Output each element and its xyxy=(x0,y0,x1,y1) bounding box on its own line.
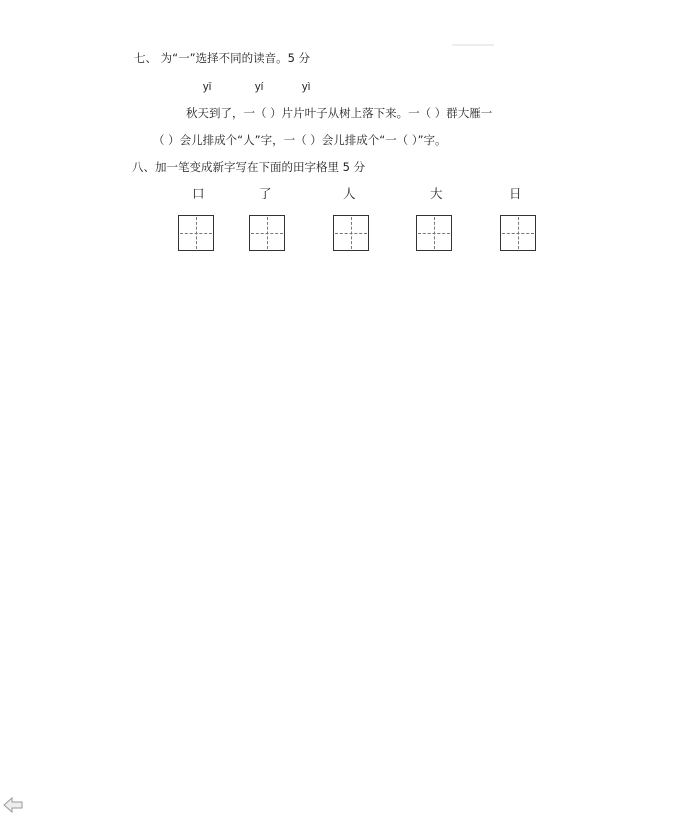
char-le: 了 xyxy=(259,186,272,201)
char-da: 大 xyxy=(430,186,443,201)
char-ren: 人 xyxy=(343,186,356,201)
tian-grid-4[interactable] xyxy=(416,215,452,251)
tian-grid-3[interactable] xyxy=(333,215,369,251)
char-kou: 口 xyxy=(192,186,205,201)
back-arrow-icon[interactable] xyxy=(3,796,23,814)
pinyin-yi1: yī xyxy=(203,81,212,93)
pinyin-yi4: yì xyxy=(302,81,311,93)
q7-heading: 七、 为“一”选择不同的读音。5 分 xyxy=(134,51,311,65)
tian-grid-2[interactable] xyxy=(249,215,285,251)
tian-grid-1[interactable] xyxy=(178,215,214,251)
pinyin-yi2: yí xyxy=(255,81,264,93)
char-ri: 日 xyxy=(509,186,522,201)
tian-grid-5[interactable] xyxy=(500,215,536,251)
q7-sentence-line1: 秋天到了，一（ ）片片叶子从树上落下来。一（ ）群大雁一 xyxy=(186,106,493,120)
faint-mark xyxy=(452,44,494,46)
q7-sentence-line2: （ ）会儿排成个“人”字，一（ ）会儿排成个“一（ ）”字。 xyxy=(153,133,447,147)
q8-heading: 八、加一笔变成新字写在下面的田字格里 5 分 xyxy=(132,160,366,174)
